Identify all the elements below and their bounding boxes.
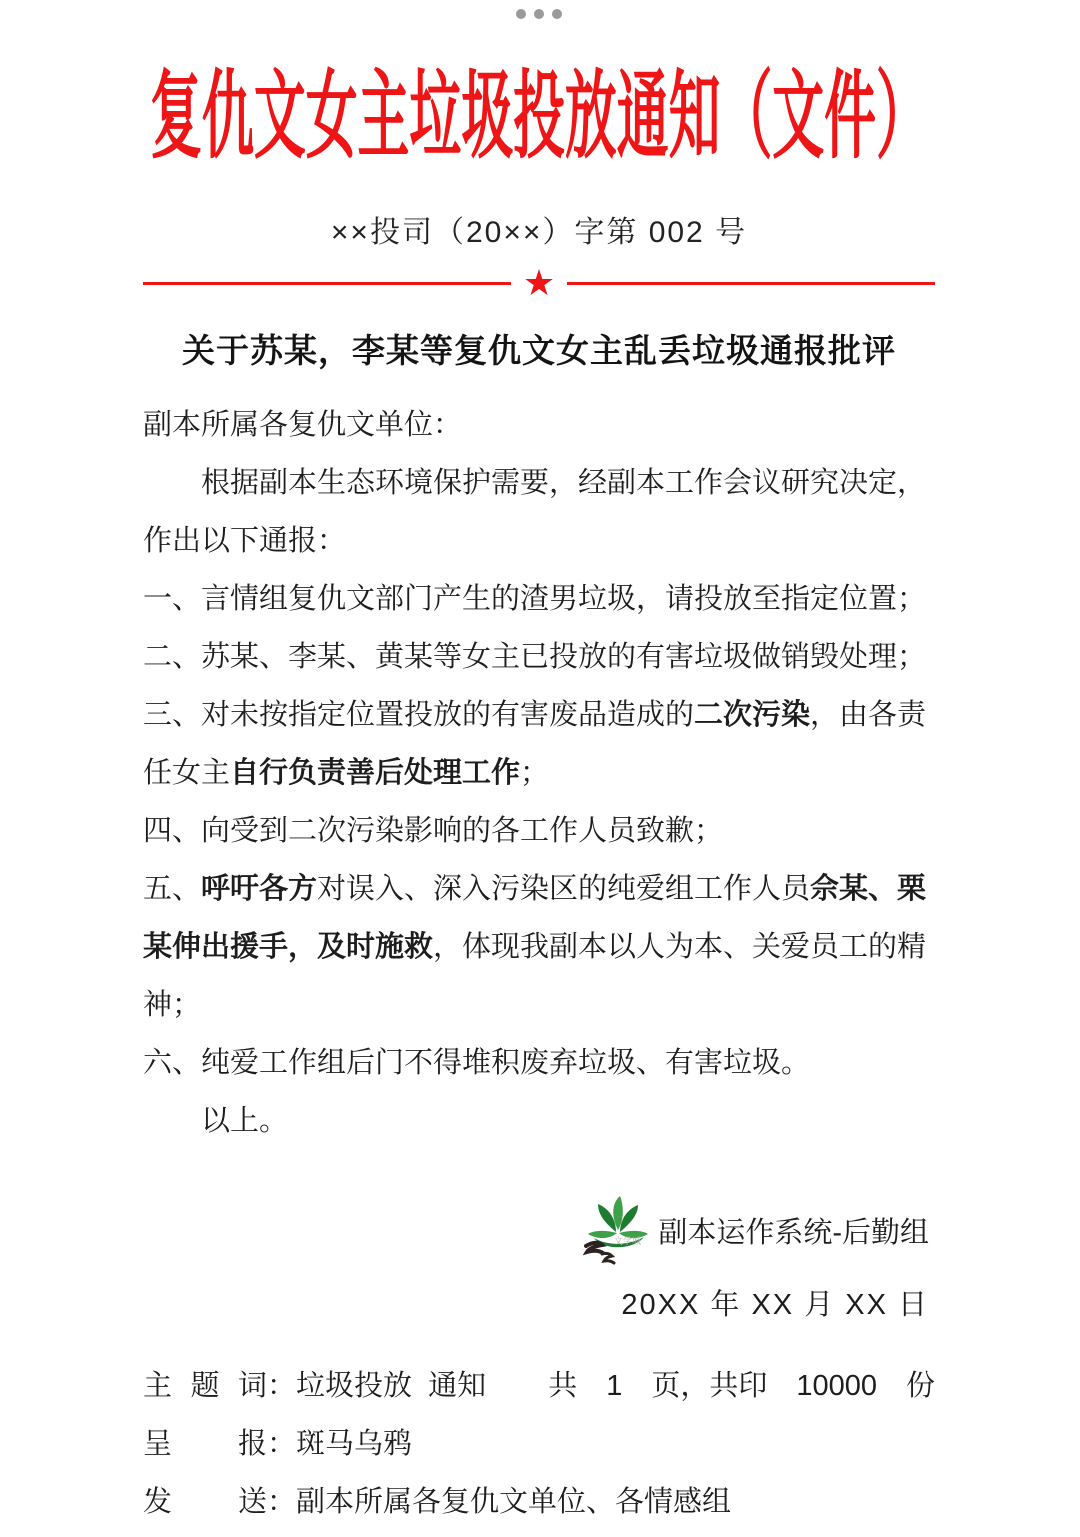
- footer-value: ：斑马乌鸦: [267, 1428, 413, 1460]
- body-line: 作出以下通报：: [143, 525, 347, 557]
- body-line: 二、苏某、李某、黄某等女主已投放的有害垃圾做销毁处理；: [143, 641, 927, 673]
- body-line: 一、言情组复仇文部门产生的渣男垃圾，请投放至指定位置；: [143, 583, 927, 615]
- publisher-logo-icon: [580, 1192, 654, 1268]
- dot-icon: [552, 9, 562, 19]
- title-row: [143, 59, 935, 175]
- document-body: [143, 396, 935, 1150]
- footer-row-subject-words: [143, 1357, 935, 1415]
- document-footer: [143, 1357, 935, 1531]
- star-divider: [143, 262, 935, 303]
- body-line: 神；: [143, 989, 202, 1021]
- document-subject: 关于苏某，李某等复仇文女主乱丢垃圾通报批评: [182, 332, 896, 369]
- footer-value: ：副本所属各复仇文单位、各情感组: [267, 1486, 732, 1518]
- divider-line-left: [143, 282, 511, 285]
- body-line: 根据副本生态环境保护需要，经副本工作会议研究决定，: [201, 467, 927, 499]
- footer-copies: 共 1 页，共印 10000 份: [548, 1370, 935, 1402]
- more-dots-icon: [143, 9, 935, 19]
- document-number: ××投司（20××）字第 002 号: [330, 216, 748, 249]
- body-line: 五、呼吁各方对误入、深入污染区的纯爱组工作人员佘某、栗: [143, 873, 927, 905]
- footer-label: 呈报: [143, 1428, 267, 1460]
- dot-icon: [516, 9, 526, 19]
- footer-label: 主题词: [143, 1370, 267, 1402]
- signature-row: [580, 1192, 929, 1268]
- signature-date: 20XX 年 XX 月 XX 日: [621, 1289, 929, 1321]
- dot-icon: [534, 9, 544, 19]
- star-icon: ★: [522, 262, 556, 303]
- body-line: 六、纯爱工作组后门不得堆积废弃垃圾、有害垃圾。: [143, 1047, 811, 1079]
- document-title: 复仇文女主垃圾投放通知（文件）: [150, 62, 928, 170]
- footer-row-report-to: [143, 1415, 935, 1473]
- body-line: 四、向受到二次污染影响的各工作人员致歉；: [143, 815, 724, 847]
- logo-caption: 文学城: [614, 1236, 642, 1246]
- body-line: 三、对未按指定位置投放的有害废品造成的二次污染，由各责: [143, 699, 927, 731]
- footer-row-send-to: [143, 1473, 935, 1531]
- body-line: 某伸出援手，及时施救，体现我副本以人为本、关爱员工的精: [143, 931, 927, 963]
- signature-block: [143, 1192, 935, 1323]
- footer-value: ：垃圾投放 通知: [267, 1370, 487, 1402]
- body-line: 任女主自行负责善后处理工作；: [143, 757, 550, 789]
- footer-label: 发送: [143, 1486, 267, 1518]
- divider-line-right: [567, 282, 935, 285]
- body-line: 以上。: [201, 1105, 289, 1137]
- signature-org: 副本运作系统-后勤组: [658, 1216, 929, 1249]
- body-line: 副本所属各复仇文单位：: [143, 409, 463, 441]
